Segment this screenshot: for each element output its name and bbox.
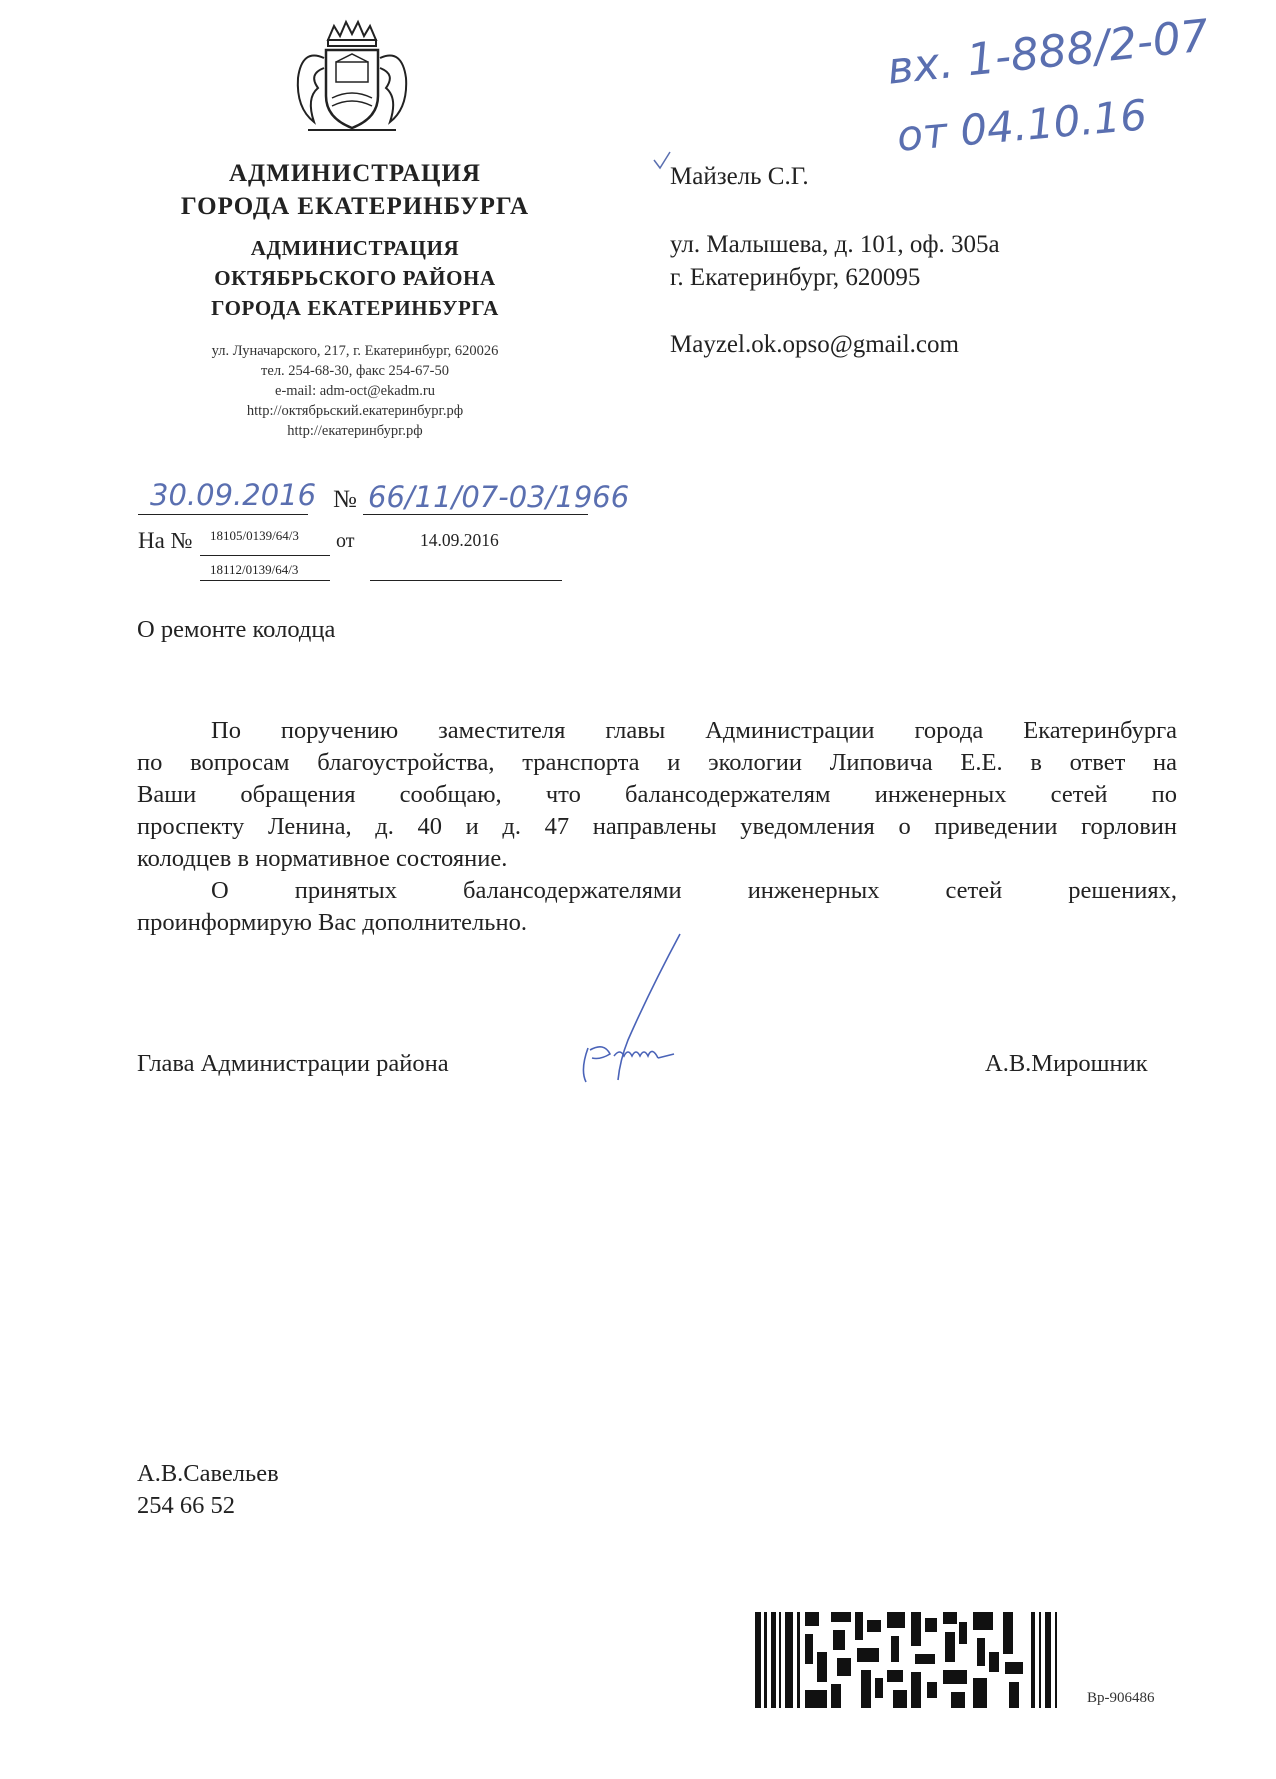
signatory-position: Глава Администрации района <box>137 1050 449 1077</box>
barcode-code: Вр-906486 <box>1087 1690 1155 1706</box>
reply-label: На № <box>138 528 193 553</box>
addressee-name: Майзель С.Г. <box>670 163 809 190</box>
incoming-number-handwritten: вх. 1-888/2-07 <box>885 10 1212 95</box>
letter-subject: О ремонте колодца <box>137 616 336 643</box>
handwritten-signature <box>570 930 710 1090</box>
barcode-image <box>755 1612 1075 1708</box>
dept-name-line2: ОКТЯБРЬСКОГО РАЙОНА <box>214 266 496 290</box>
incoming-date-handwritten: от 04.10.16 <box>895 90 1149 161</box>
reply-number-underline-2 <box>200 580 330 581</box>
date-underline <box>138 514 308 515</box>
addressee-street: ул. Малышева, д. 101, оф. 305а <box>670 231 1000 258</box>
body-line: По поручению заместителя главы Администрации города Екатеринбурга <box>211 717 1177 744</box>
executor-phone: 254 66 52 <box>137 1492 235 1519</box>
letter-date-handwritten: 30.09.2016 <box>150 478 317 512</box>
addressee-city: г. Екатеринбург, 620095 <box>670 264 921 291</box>
org-phone: тел. 254-68-30, факс 254-67-50 <box>261 363 449 379</box>
number-underline <box>363 514 588 515</box>
dept-name-line1: АДМИНИСТРАЦИЯ <box>250 236 460 260</box>
org-email: e-mail: adm-oct@ekadm.ru <box>275 383 435 399</box>
executor-name: А.В.Савельев <box>137 1460 279 1487</box>
letter-body <box>137 715 1177 939</box>
reply-number-underline-1 <box>200 555 330 556</box>
reply-date: 14.09.2016 <box>420 530 499 550</box>
body-line: по вопросам благоустройства, транспорта и экологии Липовича Е.Е. в ответ на <box>137 749 1177 776</box>
number-label: № <box>333 486 357 513</box>
body-line: О принятых балансодержателями инженерных сетей решениях, <box>211 877 1177 904</box>
org-url-district: http://октябрьский.екатеринбург.рф <box>246 403 464 419</box>
letter-number-handwritten: 66/11/07-03/1966 <box>368 480 630 514</box>
signatory-name: А.В.Мирошник <box>985 1050 1148 1077</box>
body-line: проинформирую Вас дополнительно. <box>137 909 527 936</box>
reply-number-1: 18105/0139/64/3 <box>210 528 299 543</box>
dept-name-line3: ГОРОДА ЕКАТЕРИНБУРГА <box>211 296 499 320</box>
body-line: Ваши обращения сообщаю, что балансодержателям инженерных сетей по <box>137 781 1177 808</box>
body-line: проспекту Ленина, д. 40 и д. 47 направлены уведомления о приведении горловин <box>137 813 1177 840</box>
reply-date-underline <box>370 580 562 581</box>
from-label: от <box>336 530 355 552</box>
addressee-email: Mayzel.ok.opso@gmail.com <box>670 331 959 358</box>
check-mark-icon <box>652 150 672 172</box>
coat-of-arms-emblem <box>288 18 416 140</box>
org-name-line1: АДМИНИСТРАЦИЯ <box>229 160 481 187</box>
reply-number-2: 18112/0139/64/3 <box>210 562 299 577</box>
org-address: ул. Луначарского, 217, г. Екатеринбург, 620026 <box>211 343 499 359</box>
org-url-city: http://екатеринбург.рф <box>287 423 423 439</box>
org-name-line2: ГОРОДА ЕКАТЕРИНБУРГА <box>180 193 530 220</box>
body-line: колодцев в нормативное состояние. <box>137 845 508 872</box>
